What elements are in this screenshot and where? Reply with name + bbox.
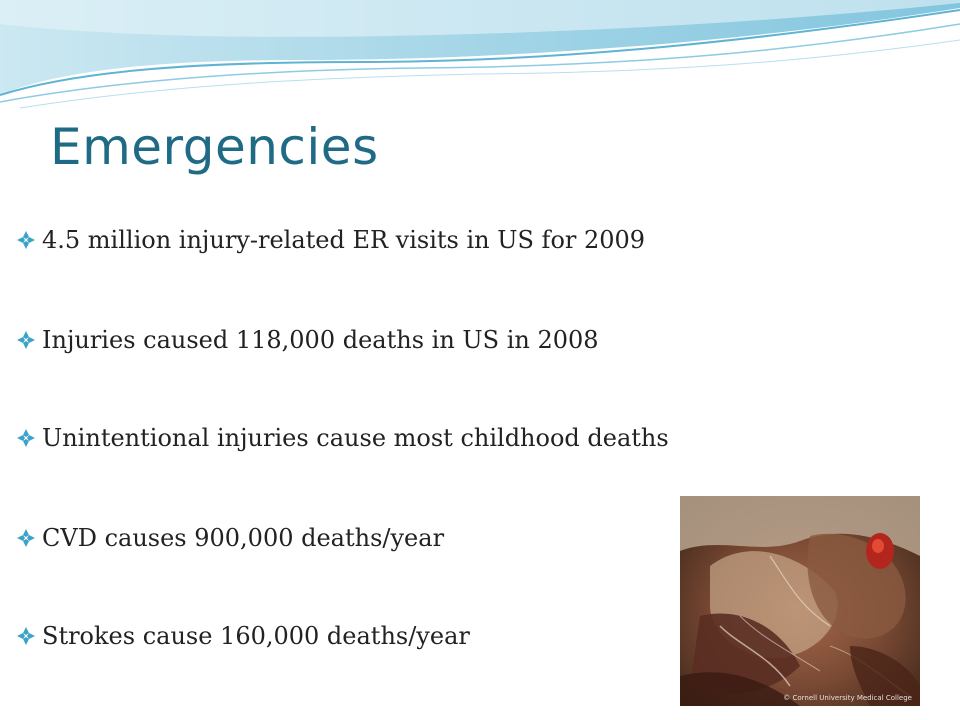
bullet-item: [16, 418, 669, 458]
bullet-item: [16, 320, 599, 360]
heart-tissue-photo: [680, 496, 920, 706]
bullet-text: Unintentional injuries cause most childhood deaths: [42, 424, 669, 452]
diamond-bullet-icon: [16, 230, 36, 250]
diamond-bullet-icon: [16, 528, 36, 548]
photo-credit: © Cornell University Medical College: [783, 694, 912, 702]
bullet-text: Strokes cause 160,000 deaths/year: [42, 622, 470, 650]
diamond-bullet-icon: [16, 428, 36, 448]
bullet-text: Injuries caused 118,000 deaths in US in 2008: [42, 326, 599, 354]
slide-title: Emergencies: [50, 118, 379, 176]
bullet-item: [16, 616, 470, 656]
diamond-bullet-icon: [16, 626, 36, 646]
header-wave-decoration: [0, 0, 960, 120]
heart-tissue-photo-drawing: [680, 496, 920, 706]
bullet-item: [16, 220, 645, 260]
bullet-text: 4.5 million injury-related ER visits in US for 2009: [42, 226, 646, 254]
bullet-text: CVD causes 900,000 deaths/year: [42, 524, 445, 552]
bullet-item: [16, 518, 444, 558]
diamond-bullet-icon: [16, 330, 36, 350]
